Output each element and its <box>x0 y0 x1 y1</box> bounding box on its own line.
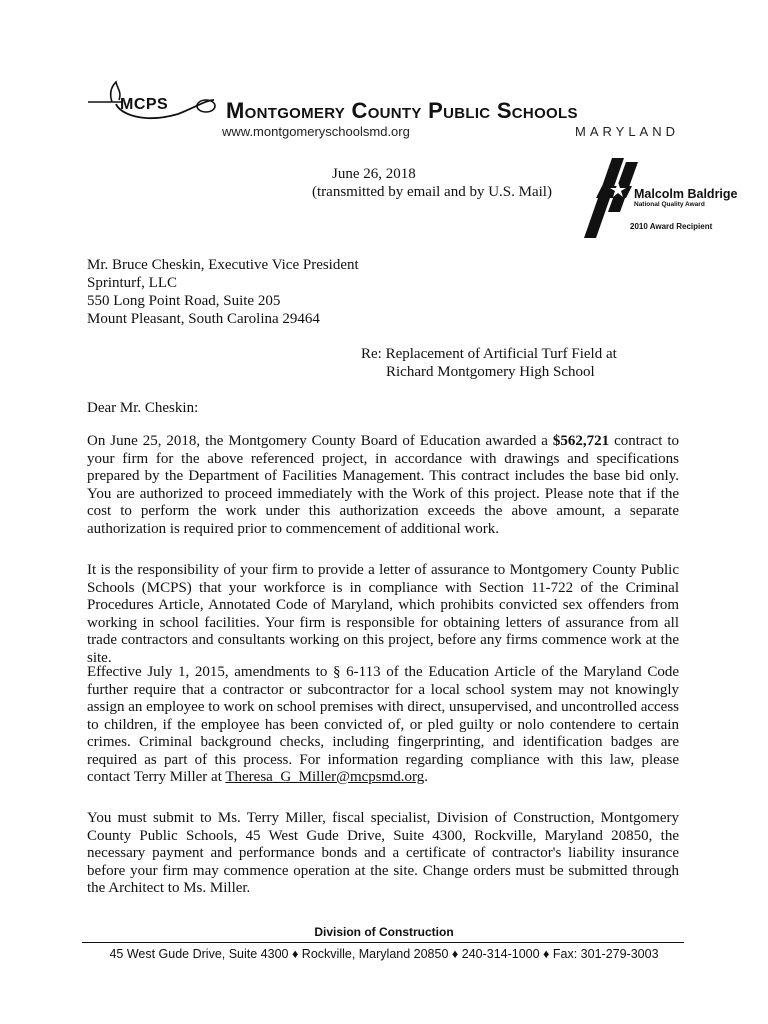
recipient-street: 550 Long Point Road, Suite 205 <box>87 293 281 309</box>
organization-website: www.montgomeryschoolsmd.org <box>222 124 410 139</box>
footer-divider <box>82 942 684 943</box>
contact-email-link[interactable]: Theresa_G_Miller@mcpsmd.org <box>225 769 425 785</box>
salutation: Dear Mr. Cheskin: <box>87 400 199 416</box>
recipient-company: Sprinturf, LLC <box>87 275 177 291</box>
paragraph-background-checks: Effective July 1, 2015, amendments to § 6-113 of the Education Article of the Maryland Code further require that a contractor or subcontractor for a local school system may not knowingly assign an employee to work on school premises with direct, unsupervised, and uncontrolled access to children, if the employee has been convicted of, or pled guilty or nolo contendere to certain crimes. Criminal background checks, including fingerprinting, and identification badges are required as part of this process. For information regarding compliance with this law, please contact Terry Miller at Theresa_G_Miller@mcpsmd.org. <box>87 664 679 785</box>
subject-line-2: Richard Montgomery High School <box>386 364 595 380</box>
organization-state: MARYLAND <box>575 124 680 139</box>
award-title: Malcolm Baldrige <box>634 187 738 201</box>
recipient-name: Mr. Bruce Cheskin, Executive Vice President <box>87 257 359 273</box>
paragraph-bonds-insurance: You must submit to Ms. Terry Miller, fiscal specialist, Division of Construction, Montgomery County Public Schools, 45 West Gude Drive, Suite 4300, Rockville, Maryland 20850, the necessary payment and performance bonds and a certificate of contractor's liability insurance before your firm may commence operation at the site. Change orders must be submitted through the Architect to Ms. Miller. <box>87 810 679 896</box>
organization-name: Montgomery County Public Schools <box>226 98 578 123</box>
mcps-logo-text: MCPS <box>120 96 169 113</box>
footer-department: Division of Construction <box>314 925 454 939</box>
paragraph-contract-award: On June 25, 2018, the Montgomery County Board of Education awarded a $562,721 contract to your firm for the above referenced project, in accordance with drawings and specifications prepared by the Department of Facilities Management. This contract includes the base bid only. You are authorized to proceed immediately with the Work of this project. Please note that if the cost to perform the work under this authorization exceeds the above amount, a separate authorization is required prior to commencement of additional work. <box>87 433 679 537</box>
subject-line-1: Re: Replacement of Artificial Turf Field at <box>361 346 617 362</box>
footer-address: 45 West Gude Drive, Suite 4300 ♦ Rockville, Maryland 20850 ♦ 240-314-1000 ♦ Fax: 301-279-3003 <box>109 947 659 961</box>
transmission-note: (transmitted by email and by U.S. Mail) <box>312 184 552 200</box>
award-year: 2010 Award Recipient <box>630 222 713 231</box>
recipient-city: Mount Pleasant, South Carolina 29464 <box>87 311 320 327</box>
contract-amount: $562,721 <box>552 433 610 449</box>
letter-date: June 26, 2018 <box>332 166 416 182</box>
paragraph-letter-of-assurance: It is the responsibility of your firm to provide a letter of assurance to Montgomery County Public Schools (MCPS) that your workforce is in compliance with Section 11-722 of the Criminal Procedures Article, Annotated Code of Maryland, which prohibits convicted sex offenders from working in school facilities. Your firm is responsible for obtaining letters of assurance from all trade contractors and consultants working on this project, before any firms commence work at the site. <box>87 562 679 666</box>
award-subtitle: National Quality Award <box>634 201 705 208</box>
